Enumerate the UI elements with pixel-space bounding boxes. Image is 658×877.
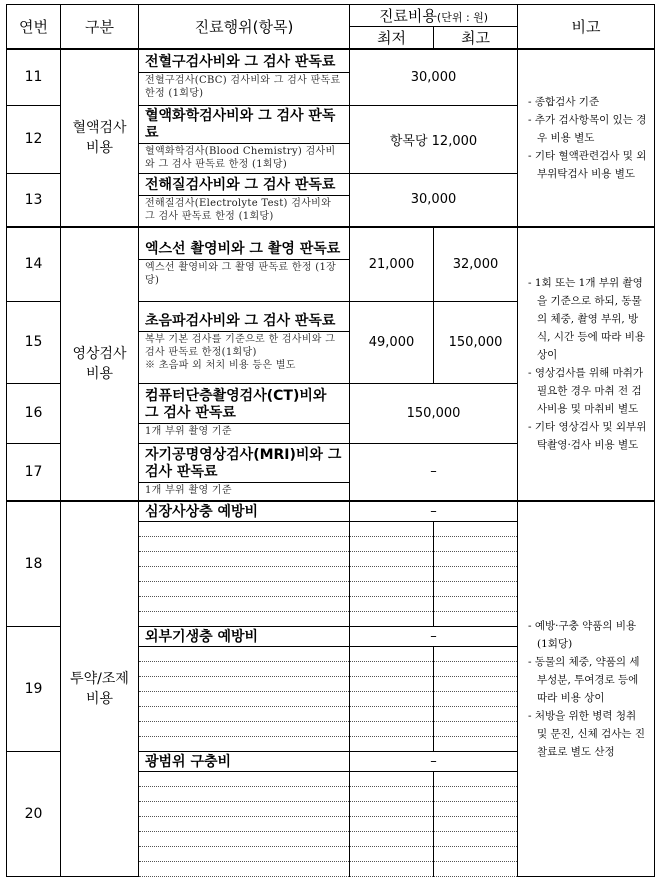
- item-desc: 혈액화학검사(Blood Chemistry) 검사비와 그 검사 판독료 한정 (1회당): [139, 143, 349, 173]
- item-title: 엑스선 촬영비와 그 촬영 판독료: [145, 241, 341, 258]
- blank-line: [139, 817, 350, 832]
- blank-line: [139, 552, 350, 567]
- cost-min: 49,000: [350, 301, 434, 383]
- blank-cell: [434, 692, 518, 707]
- blank-line: [139, 772, 350, 787]
- blank-cell: [350, 582, 434, 597]
- cost: –: [350, 627, 518, 647]
- item-desc-text: 복부 기본 검사를 기준으로 한 검사비와 그 검사 판독료 한정(1회당): [145, 333, 336, 358]
- header-category: 구분: [61, 5, 139, 50]
- item-title: 혈액화학검사비와 그 검사 판독료: [145, 107, 336, 141]
- item-title: 컴퓨터단층촬영검사(CT)비와 그 검사 판독료: [145, 388, 327, 421]
- cost-max: 150,000: [434, 301, 518, 383]
- blank-cell: [350, 612, 434, 627]
- item-desc-note: ※ 초음파 외 처치 비용 등은 별도: [145, 359, 296, 371]
- blank-line: [139, 647, 350, 662]
- blank-cell: [434, 537, 518, 552]
- blank-cell: [434, 787, 518, 802]
- blank-cell: [434, 552, 518, 567]
- row-no: 11: [7, 49, 61, 105]
- item-desc: 전해질검사(Electrolyte Test) 검사비와 그 검사 판독료 한정 (1회당): [139, 195, 349, 225]
- blank-cell: [434, 707, 518, 722]
- item-cell: [139, 383, 350, 443]
- header-cost: [350, 5, 518, 27]
- blank-cell: [350, 662, 434, 677]
- table-row: [7, 501, 655, 522]
- blank-cell: [434, 802, 518, 817]
- cost: 150,000: [350, 383, 518, 443]
- cost: –: [350, 752, 518, 772]
- cost-max: 32,000: [434, 227, 518, 301]
- item-desc: 1개 부위 촬영 기준: [139, 482, 349, 499]
- note-medication: [518, 501, 655, 877]
- blank-cell: [350, 862, 434, 877]
- note-line: - 처방을 위한 병력 청취 및 문진, 신체 검사는 진찰료로 별도 산정: [528, 710, 645, 758]
- blank-line: [139, 537, 350, 552]
- blank-line: [139, 677, 350, 692]
- item-cell: [139, 49, 350, 105]
- blank-line: [139, 692, 350, 707]
- blank-cell: [350, 567, 434, 582]
- table-row: [7, 49, 655, 105]
- note-line: - 기타 혈액관련검사 및 외부위탁검사 비용 별도: [528, 150, 647, 180]
- blank-line: [139, 707, 350, 722]
- blank-cell: [350, 817, 434, 832]
- item-cell: [139, 227, 350, 301]
- blank-cell: [434, 677, 518, 692]
- cost: 30,000: [350, 173, 518, 227]
- blank-cell: [350, 737, 434, 752]
- row-no: 17: [7, 443, 61, 501]
- category-imaging: [61, 227, 139, 501]
- blank-cell: [434, 722, 518, 737]
- blank-cell: [434, 832, 518, 847]
- item-cell: [139, 443, 350, 501]
- blank-line: [139, 612, 350, 627]
- item-title: 초음파검사비와 그 검사 판독료: [145, 312, 336, 329]
- blank-cell: [350, 522, 434, 537]
- item-desc: [139, 331, 349, 374]
- cost: 30,000: [350, 49, 518, 105]
- blank-cell: [434, 647, 518, 662]
- blank-line: [139, 662, 350, 677]
- item-cell: [139, 173, 350, 227]
- fee-table: [6, 4, 655, 877]
- blank-cell: [434, 567, 518, 582]
- blank-line: [139, 567, 350, 582]
- item-title: 전해질검사비와 그 검사 판독료: [145, 176, 336, 193]
- note-line: - 예방·구충 약품의 비용 (1회당): [528, 620, 637, 650]
- cost: –: [350, 443, 518, 501]
- blank-cell: [434, 662, 518, 677]
- row-no: 13: [7, 173, 61, 227]
- blank-cell: [350, 677, 434, 692]
- item-cell: [139, 105, 350, 173]
- row-no: 12: [7, 105, 61, 173]
- blank-line: [139, 787, 350, 802]
- item-desc: 엑스선 촬영비와 그 촬영 판독료 한정 (1장당): [139, 259, 349, 289]
- table-row: [7, 227, 655, 301]
- blank-cell: [350, 647, 434, 662]
- cost-min: 21,000: [350, 227, 434, 301]
- blank-cell: [350, 552, 434, 567]
- blank-line: [139, 832, 350, 847]
- note-imaging: [518, 227, 655, 501]
- blank-cell: [350, 692, 434, 707]
- row-no: 18: [7, 501, 61, 627]
- header-cost-unit: (단위 : 원): [436, 11, 489, 24]
- blank-cell: [350, 597, 434, 612]
- item-desc: 전혈구검사(CBC) 검사비와 그 검사 판독료 한정 (1회당): [139, 72, 349, 102]
- category-blood: [61, 49, 139, 227]
- blank-line: [139, 722, 350, 737]
- note-line: - 영상검사를 위해 마취가 필요한 경우 마취 전 검사비용 및 마취비 별도: [528, 367, 644, 415]
- note-line: - 1회 또는 1개 부위 촬영을 기준으로 하되, 동물의 체중, 촬영 부위, 방식, 시간 등에 따라 비용 상이: [528, 277, 645, 361]
- category-medication: [61, 501, 139, 877]
- row-no: 16: [7, 383, 61, 443]
- item-title: 자기공명영상검사(MRI)비와 그 검사 판독료: [145, 446, 342, 480]
- item-title: 전혈구검사비와 그 검사 판독료: [145, 54, 336, 71]
- item-cell: [139, 752, 350, 772]
- row-no: 19: [7, 627, 61, 752]
- row-no: 15: [7, 301, 61, 383]
- header-no: 연번: [7, 5, 61, 50]
- blank-cell: [350, 832, 434, 847]
- blank-cell: [434, 582, 518, 597]
- blank-cell: [434, 847, 518, 862]
- note-blood: [518, 49, 655, 227]
- blank-cell: [434, 862, 518, 877]
- header-max: 최고: [434, 27, 518, 50]
- cost: 항목당 12,000: [350, 105, 518, 173]
- header-note: 비고: [518, 5, 655, 50]
- category-label: 영상검사 비용: [72, 346, 127, 382]
- item-cell: [139, 627, 350, 647]
- note-line: - 추가 검사항목이 있는 경우 비용 별도: [528, 114, 647, 144]
- header-cost-label: 진료비용: [378, 7, 437, 25]
- item-title: 외부기생충 예방비: [145, 629, 259, 645]
- blank-line: [139, 802, 350, 817]
- note-line: - 기타 영상검사 및 외부위탁촬영·검사 비용 별도: [528, 421, 647, 451]
- blank-line: [139, 847, 350, 862]
- blank-cell: [434, 522, 518, 537]
- blank-cell: [350, 772, 434, 787]
- blank-line: [139, 582, 350, 597]
- blank-cell: [434, 772, 518, 787]
- blank-cell: [350, 847, 434, 862]
- item-title: 심장사상충 예방비: [145, 504, 259, 520]
- item-desc: 1개 부위 촬영 기준: [139, 423, 349, 440]
- row-no: 14: [7, 227, 61, 301]
- category-label: 혈액검사 비용: [72, 120, 127, 156]
- blank-cell: [434, 817, 518, 832]
- blank-cell: [350, 802, 434, 817]
- cost: –: [350, 501, 518, 522]
- blank-line: [139, 597, 350, 612]
- blank-line: [139, 862, 350, 877]
- item-cell: [139, 301, 350, 383]
- blank-cell: [350, 787, 434, 802]
- header-item: 진료행위(항목): [139, 5, 350, 50]
- row-no: 20: [7, 752, 61, 877]
- category-label: 투약/조제 비용: [70, 671, 129, 707]
- blank-cell: [350, 722, 434, 737]
- note-line: - 동물의 체중, 약품의 세부성분, 투여경로 등에 따라 비용 상이: [528, 656, 640, 704]
- blank-cell: [434, 737, 518, 752]
- blank-cell: [350, 537, 434, 552]
- blank-cell: [350, 707, 434, 722]
- item-title: 광범위 구충비: [145, 754, 232, 770]
- item-cell: [139, 501, 350, 522]
- header-min: 최저: [350, 27, 434, 50]
- blank-cell: [434, 597, 518, 612]
- blank-cell: [434, 612, 518, 627]
- note-line: - 종합검사 기준: [528, 96, 600, 108]
- blank-line: [139, 522, 350, 537]
- blank-line: [139, 737, 350, 752]
